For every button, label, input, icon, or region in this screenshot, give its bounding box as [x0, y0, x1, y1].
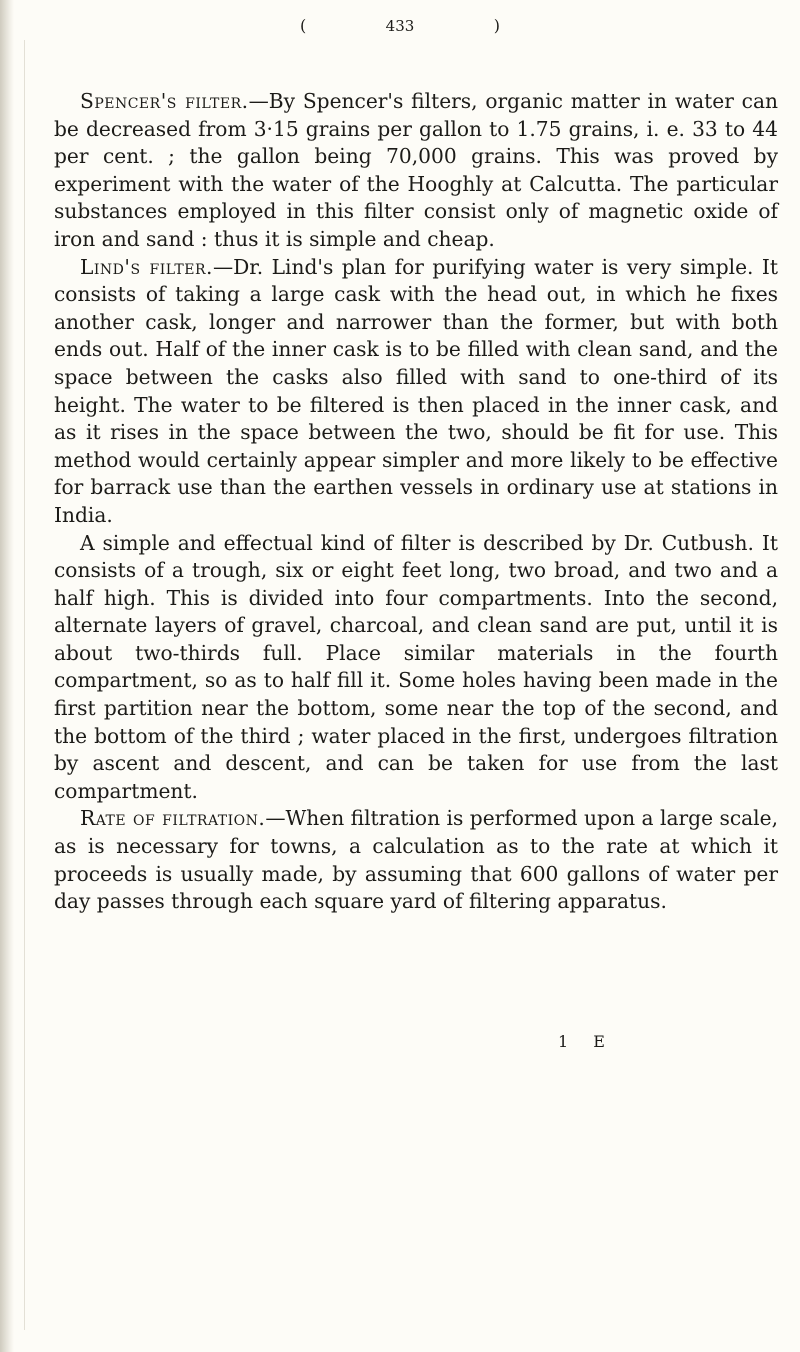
page-text: [54, 88, 778, 916]
section-body: —When filtration is performed upon a large scale, as is necessary for towns, a calculation as to the rate at which it proceeds is usually made, by assuming that 600 gallons of water per day passes through each square yard of filtering apparatus.: [54, 806, 778, 914]
page-number: 433: [385, 16, 415, 35]
paragraph-lind-filter: [54, 254, 778, 530]
signature-mark: 1 E: [558, 1032, 615, 1051]
gutter-line: [24, 40, 25, 1330]
paragraph-rate-of-filtration: [54, 805, 778, 915]
page-header: [300, 16, 500, 35]
section-heading: Lind's filter.: [80, 254, 213, 279]
section-heading: Spencer's filter.: [80, 89, 249, 113]
open-paren: (: [300, 16, 307, 35]
section-body: A simple and effectual kind of filter is described by Dr. Cutbush. It consists of a trough, six or eight feet long, two broad, and two and a half high. This is divided into four compartments. Into the second, alternate layers of gravel, charcoal, and clean sand are put, until it is about two-thirds full. Place similar materials in the fourth compartment, so as to half fill it. Some holes having been made in the first partition near the bottom, some near the top of the second, and the bottom of the third ; water placed in the first, undergoes filtration by ascent and descent, and can be taken for use from the last compartment.: [54, 530, 778, 803]
page-edge: [0, 0, 14, 1352]
close-paren: ): [493, 16, 500, 35]
section-heading: Rate of filtration.: [80, 806, 266, 831]
section-body: —Dr. Lind's plan for purifying water is very simple. It consists of taking a large cask with the head out, in which he fixes another cask, longer and narrower than the former, but with both ends out. Half of the inner cask is to be filled with clean sand, and the space between the casks also filled with sand to one-third of its height. The water to be filtered is then placed in the inner cask, and as it rises in the space between the two, should be fit for use. This method would certainly appear simpler and more likely to be effective for barrack use than the earthen vessels in ordinary use at stations in India.: [54, 254, 778, 527]
paragraph-spencer-filter: [54, 88, 778, 254]
paragraph-cutbush-filter: [54, 530, 778, 806]
section-body: —By Spencer's filters, organic matter in water can be decreased from 3·15 grains per gallon to 1.75 grains, i. e. 33 to 44 per cent. ; the gallon being 70,000 grains. This was proved by experiment with the water of the Hooghly at Calcutta. The particular substances employed in this filter consist only of magnetic oxide of iron and sand : thus it is simple and cheap.: [54, 89, 779, 251]
